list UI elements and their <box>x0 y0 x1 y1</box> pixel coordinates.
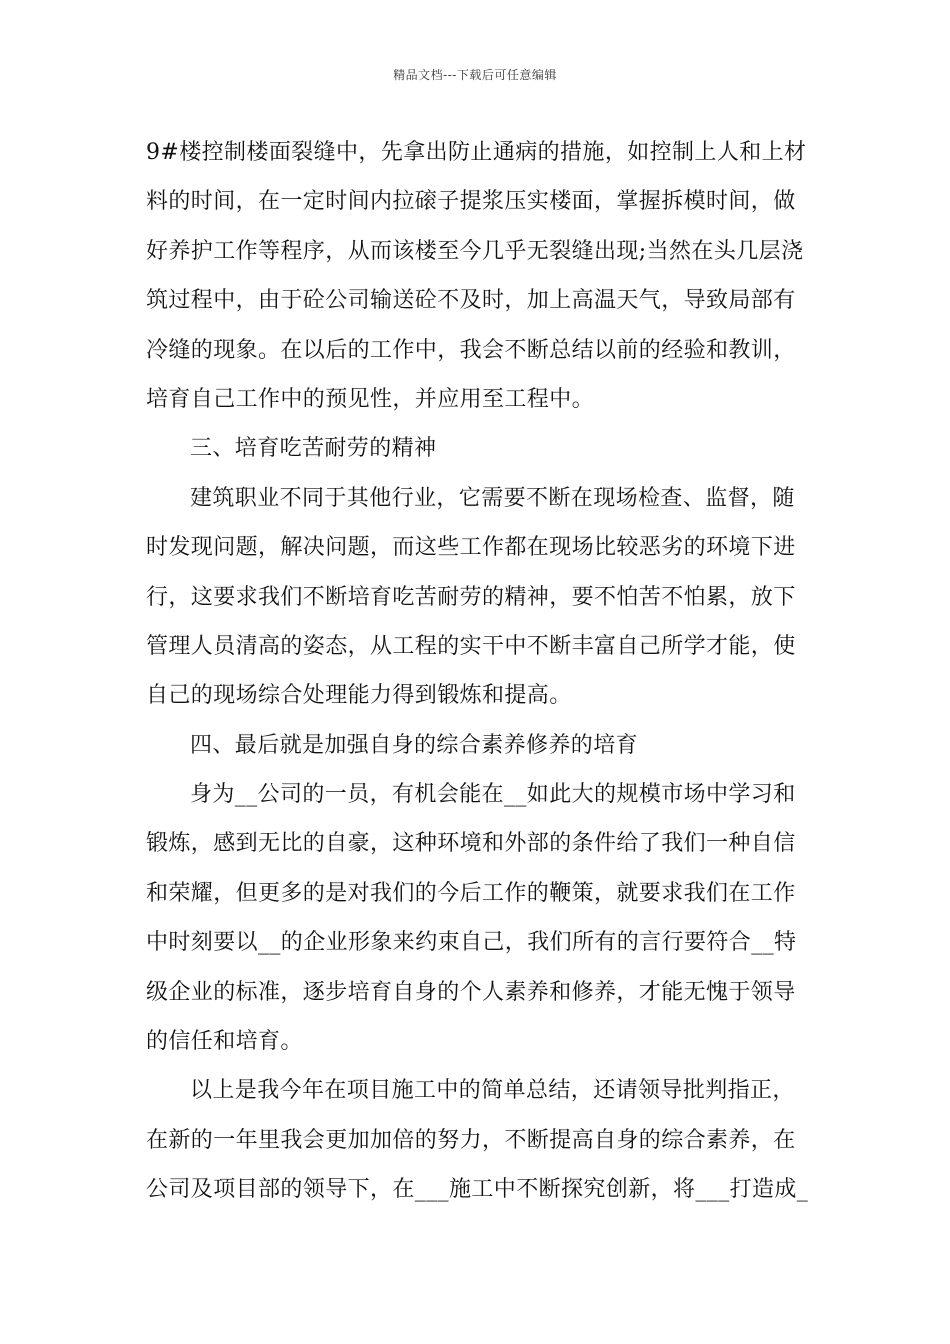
text-line: 级企业的标准，逐步培育自身的个人素养和修养，才能无愧于领导 <box>146 979 796 1005</box>
text-line: 冷缝的现象。在以后的工作中，我会不断总结以前的经验和教训， <box>146 337 796 363</box>
text-line: 在新的一年里我会更加加倍的努力，不断提高自身的综合素养，在 <box>146 1127 796 1153</box>
section-heading: 三、培育吃苦耐劳的精神 <box>190 436 437 462</box>
text-line: 自己的现场综合处理能力得到锻炼和提高。 <box>146 683 572 709</box>
text-line: 时发现问题，解决问题，而这些工作都在现场比较恶劣的环境下进 <box>146 535 796 561</box>
section-heading: 四、最后就是加强自身的综合素养修养的培育 <box>190 732 639 758</box>
text-line: 培育自己工作中的预见性，并应用至工程中。 <box>146 386 595 412</box>
page-header: 精品文档---下载后可任意编辑 <box>393 68 557 82</box>
text-line: 的信任和培育。 <box>146 1029 303 1055</box>
text-line: 建筑职业不同于其他行业，它需要不断在现场检查、监督，随 <box>190 485 795 511</box>
text-line: 行，这要求我们不断培育吃苦耐劳的精神，要不怕苦不怕累，放下 <box>146 584 796 610</box>
text-line: 中时刻要以__的企业形象来约束自己，我们所有的言行要符合__特 <box>146 930 797 956</box>
text-line: 公司及项目部的领导下，在___施工中不断探究创新，将___打造成_ <box>146 1177 809 1203</box>
text-line: 以上是我今年在项目施工中的简单总结，还请领导批判指正， <box>190 1078 795 1104</box>
text-line: 锻炼，感到无比的自豪，这种环境和外部的条件给了我们一种自信 <box>146 831 796 857</box>
document-body <box>146 128 812 1215</box>
text-line: 筑过程中，由于砼公司输送砼不及时，加上高温天气，导致局部有 <box>146 288 796 314</box>
text-line: 管理人员清高的姿态，从工程的实干中不断丰富自己所学才能，使 <box>146 633 796 659</box>
text-line: 和荣耀，但更多的是对我们的今后工作的鞭策，就要求我们在工作 <box>146 880 796 906</box>
text-line: 好养护工作等程序，从而该楼至今几乎无裂缝出现;当然在头几层浇 <box>146 238 804 264</box>
text-line: 身为__公司的一员，有机会能在__如此大的规模市场中学习和 <box>190 782 796 808</box>
text-line: 9#楼控制楼面裂缝中，先拿出防止通病的措施，如控制上人和上材 <box>146 140 807 165</box>
text-line: 料的时间，在一定时间内拉磙子提浆压实楼面，掌握拆模时间，做 <box>146 189 796 215</box>
